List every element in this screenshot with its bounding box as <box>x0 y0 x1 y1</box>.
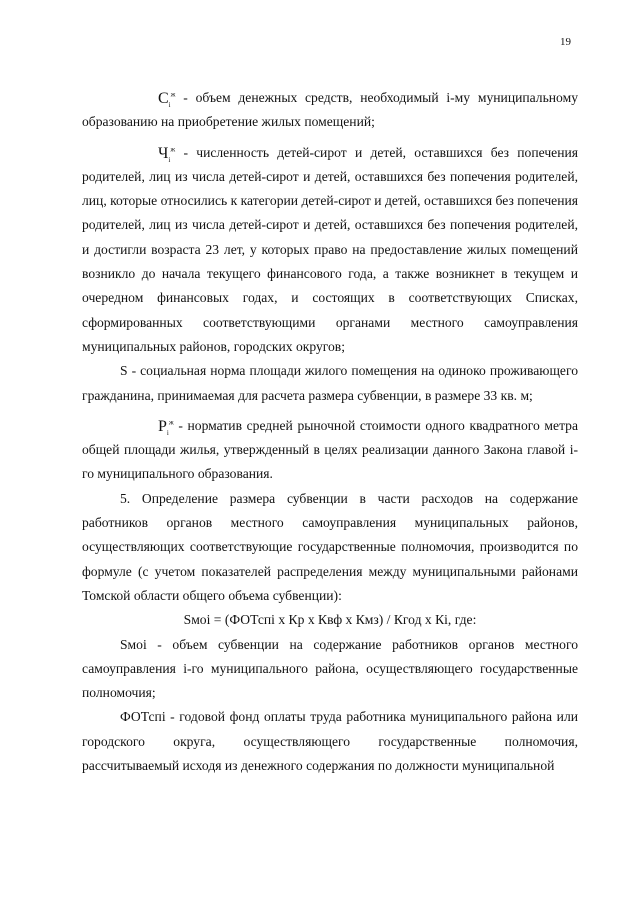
definition-c: $C_i^ж$ - объем денежных средств, необходимый i-му муниципальному образованию на приобретение жилых помещений; <box>82 90 578 130</box>
symbol-p: $P_i^ж$ <box>158 417 174 438</box>
subvention-formula: Sмоi = (ФОТспi x Кр x Квф x Кмз) / Кгод x Кi, где: <box>183 612 477 628</box>
definition-s: S - социальная норма площади жилого помещения на одиноко проживающего гражданина, принимаемая для расчета размера субвенции, в размере 33 кв. м; <box>82 363 578 403</box>
definition-fot: ФОТспi - годовой фонд оплаты труда работника муниципального района или городского округа, осуществляющего государственные полномочия, рассчитываемый исходя из денежного содержания по должности муниципальной <box>82 709 578 774</box>
definition-p: $P_i^ж$ - норматив средней рыночной стоимости одного квадратного метра общей площади жилья, утвержденный в целях реализации данного Закона главой i-го муниципального образования. <box>82 417 578 482</box>
page-number: 19 <box>560 36 571 48</box>
section-5-paragraph: 5. Определение размера субвенции в части расходов на содержание работников органов местного самоуправления муниципальных районов, осуществляющих соответствующие государственные полномочия, производится по формуле (с учетом показателей распределения между муниципальными районами Томской области общего объема субвенции): <box>82 490 578 603</box>
document-body <box>82 86 578 778</box>
symbol-ch: $Ч_i^ж$ <box>158 144 176 164</box>
definition-ch: $Ч_i^ж$ - численность детей-сирот и детей, оставшихся без попечения родителей, лиц из числа детей-сирот и детей, оставшихся без попечения родителей, лиц, которые относились к категории детей-сирот и детей, оставшихся без попечения родителей, лиц из числа детей-сирот и детей, оставшихся без попечения родителей, и достигли возраста 23 лет, у которых право на предоставление жилых помещений возникло до начала текущего финансового года, а также возникнет в текущем и очередном финансовых годах, и состоящих в соответствующих Списках, сформированных соответствующими органами местного самоуправления муниципальных районов, городских округов; <box>82 144 578 354</box>
definition-smoi: Sмоi - объем субвенции на содержание работников органов местного самоуправления i-го муниципального района, осуществляющего государственные полномочия; <box>82 636 578 701</box>
symbol-c: $C_i^ж$ <box>158 90 176 110</box>
